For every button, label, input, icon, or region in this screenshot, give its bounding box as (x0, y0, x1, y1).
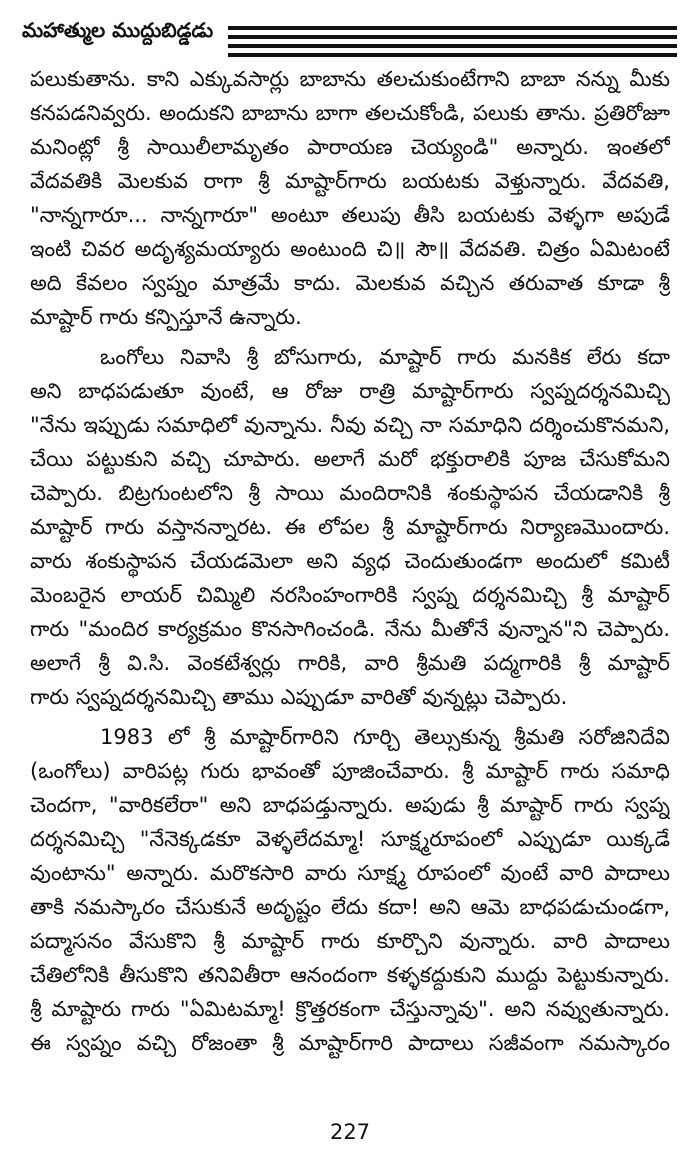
text-line: చెప్పారు. బిట్రగుంటలోని శ్రీ సాయి మందిరానికి శంకుస్థాపన చేయడానికి శ్రీ (30, 481, 670, 505)
paragraph (30, 62, 670, 334)
text-line: వేదవతికి మెలకువ రాగా శ్రీ మాష్టార్‌గారు బయటకు వెళ్తున్నారు. వేదవతి, (30, 169, 670, 193)
text-line: వుంటాను" అన్నారు. మరొకసారి వారు సూక్ష్మ రూపంలో వుంటే వారి పాదాలు (30, 861, 670, 885)
running-header (22, 8, 677, 62)
text-line: పలుకుతాను. కాని ఎక్కువసార్లు బాబాను తలచుకుంటేగాని బాబా నన్ను మీకు (30, 67, 670, 91)
text-line: ఇంటి చివర అదృశ్యమయ్యారు అంటుంది చి॥ సౌ॥ వేదవతి. చిత్రం ఏమిటంటే (30, 237, 670, 261)
paragraph (30, 340, 670, 714)
text-line: తాకి నమస్కారం చేసుకునే అదృష్టం లేదు కదా! అని ఆమె బాధపడుచుండగా, (30, 895, 670, 919)
text-line: ఈ స్వప్నం వచ్చి రోజంతా శ్రీ మాష్టార్‌గారి పాదాలు సజీవంగా నమస్కారం (30, 1031, 670, 1055)
book-title: మహాత్ముల ముద్దుబిడ్డడు (22, 18, 214, 42)
text-line: కనపడనివ్వరు. అందుకని బాబాను బాగా తలచుకోండి, పలుకు తాను. ప్రతిరోజూ (30, 101, 670, 125)
text-line: శ్రీ మాష్టారు గారు "ఏమిటమ్మా! క్రొత్తరకంగా చేస్తున్నావు". అని నవ్వుతున్నారు. (30, 997, 670, 1021)
text-line: ఒంగోలు నివాసి శ్రీ బోసుగారు, మాష్టార్ గారు మనకిక లేరు కదా (100, 345, 670, 369)
text-line: దర్శనమిచ్చి "నేనెక్కడకూ వెళ్ళలేదమ్మా! సూక్ష్మరూపంలో ఎప్పుడూ యిక్కడే (30, 827, 670, 851)
paragraph (30, 720, 670, 1060)
page-body (30, 62, 670, 1060)
header-rule (228, 53, 677, 57)
text-line: పద్మాసనం వేసుకొని శ్రీ మాష్టార్ గారు కూర్చొని వున్నారు. వారి పాదాలు (30, 929, 670, 953)
text-line: చెందగా, "వారికలేరా" అని బాధపడ్తున్నారు. అపుడు శ్రీ మాష్టార్ గారు స్వప్న (30, 793, 670, 817)
text-line: అది కేవలం స్వప్నం మాత్రమే కాదు. మెలకువ వచ్చిన తరువాత కూడా శ్రీ (30, 271, 670, 295)
text-line: మాష్టార్ గారు కన్పిస్తూనే ఉన్నారు. (30, 305, 302, 329)
text-line: అలాగే శ్రీ వి.సి. వెంకటేశ్వర్లు గారికి, వారి శ్రీమతి పద్మగారికి శ్రీ మాష్టార్ (30, 651, 670, 675)
text-line: గారు స్వప్నదర్శనమిచ్చి తాము ఎప్పుడూ వారితో వున్నట్లు చెప్పారు. (30, 685, 568, 709)
text-line: చేతిలోనికి తీసుకొని తనివితీరా ఆనందంగా కళ్ళకద్దుకుని ముద్దు పెట్టుకున్నారు. (30, 963, 670, 987)
header-rules (228, 26, 677, 62)
header-rule (228, 44, 677, 48)
page-number: 227 (329, 1120, 371, 1144)
text-line: మనింట్లో శ్రీ సాయిలీలామృతం పారాయణ చెయ్యండి" అన్నారు. ఇంతలో (30, 135, 670, 159)
text-line: గారు "మందిర కార్యక్రమం కొనసాగించండి. నేను మీతోనే వున్నాన"ని చెప్పారు. (30, 617, 670, 641)
text-line: (ఒంగోలు) వారిపట్ల గురు భావంతో పూజించేవారు. శ్రీ మాష్టార్ గారు సమాధి (30, 759, 670, 783)
text-line: అని బాధపడుతూ వుంటే, ఆ రోజు రాత్రి మాష్టార్‌గారు స్వప్నదర్శనమిచ్చి (30, 379, 670, 403)
text-line: మెంబరైన లాయర్ చిమ్మిలి నరసింహంగారికి స్వప్న దర్శనమిచ్చి శ్రీ మాష్టార్ (30, 583, 670, 607)
header-rule (228, 26, 677, 30)
text-line: "నాన్నగారూ... నాన్నగారూ" అంటూ తలుపు తీసి బయటకు వెళ్ళగా అపుడే (30, 203, 670, 227)
header-rule (228, 35, 677, 39)
text-line: "నేను ఇప్పుడు సమాధిలో వున్నాను. నీవు వచ్చి నా సమాధిని దర్శించుకొనమని, (30, 413, 670, 437)
text-line: చేయి పట్టుకుని వచ్చి చూపారు. అలాగే మరో భక్తురాలికి పూజ చేసుకోమని (30, 447, 670, 471)
text-line: 1983 లో శ్రీ మాష్టార్‌గారిని గూర్చి తెల్సుకున్న శ్రీమతి సరోజినిదేవి (100, 725, 670, 749)
text-line: మాష్టార్ గారు వస్తానన్నారట. ఈ లోపల శ్రీ మాష్టార్‌గారు నిర్యాణమొందారు. (30, 515, 670, 539)
text-line: వారు శంకుస్థాపన చేయడమెలా అని వ్యధ చెందుతుండగా అందులో కమిటీ (30, 549, 670, 573)
